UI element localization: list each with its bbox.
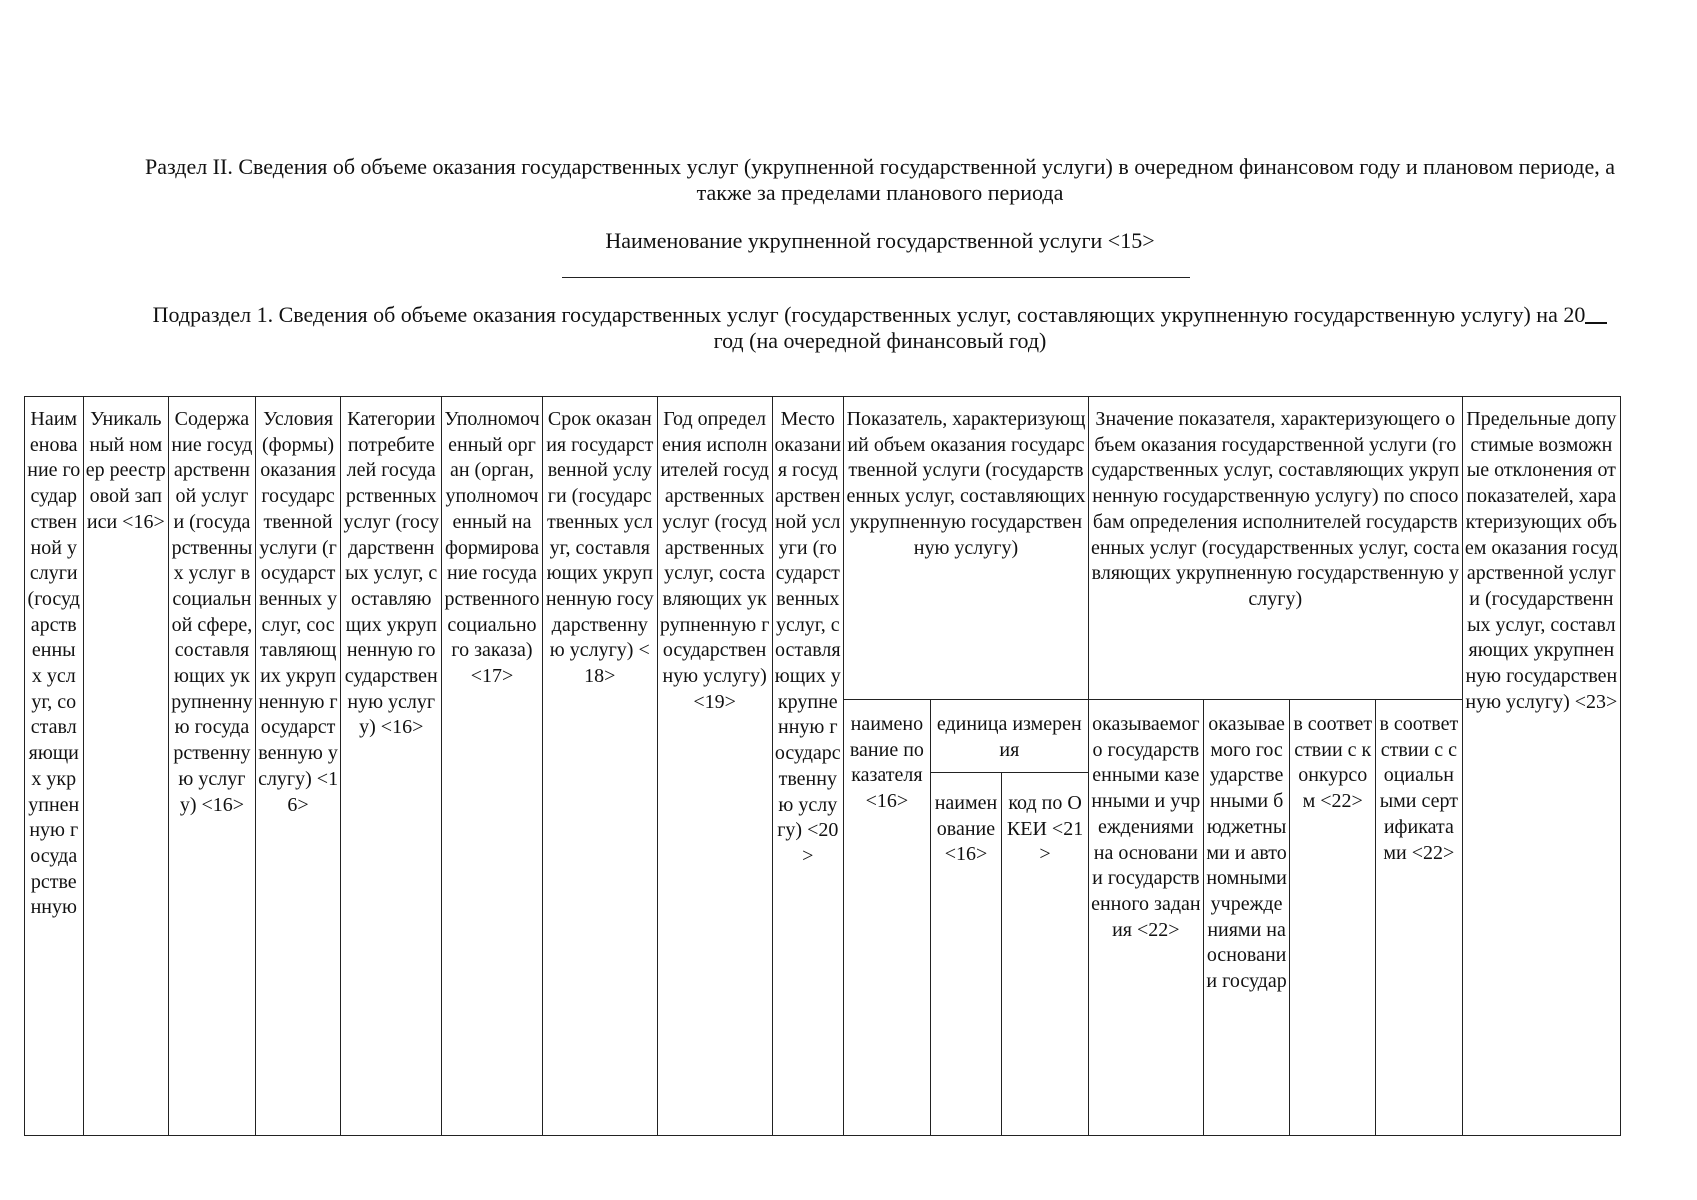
col-unit-name-header: наименование <16> (930, 773, 1002, 1136)
col-content-header: Содержание государственной услуги (государственных услуг в социальной сфере, составляющих укрупненную государственную услугу) <16> (169, 397, 256, 1136)
col-consumers-header: Категории потребителей государственных услуг (государственных услуг, составляющих укрупненную государственную услугу) <16> (341, 397, 442, 1136)
col-name-header: Наименование государственной услуги (государственных услуг, составляющих укрупненную государственную (25, 397, 84, 1136)
col-year-determination-header: Год определения исполнителей государственных услуг (государственных услуг, составляющих укрупненную государственную услугу) <19> (657, 397, 772, 1136)
volume-table (24, 396, 1621, 1136)
col-deviations-header: Предельные допустимые возможные отклонения от показателей, характеризующих объем оказания государственной услуги (государственных услуг, составляющих укрупненную государственную услугу) <23> (1462, 397, 1620, 1136)
indicator-group-header: Показатель, характеризующий объем оказания государственной услуги (государственных услуг, составляющих укрупненную государственную услугу) (844, 397, 1089, 700)
section-title: Раздел II. Сведения об объеме оказания государственных услуг (укрупненной государственной услуги) в очередном финансовом году и плановом периоде, а также за пределами планового периода (144, 154, 1616, 205)
col-okei-code-header: код по ОКЕИ <21> (1002, 773, 1089, 1136)
unit-group-header: единица измерения (930, 700, 1088, 773)
col-indicator-name-header: наименование показателя <16> (844, 700, 931, 1136)
col-registry-number-header: Уникальный номер реестровой записи <16> (83, 397, 169, 1136)
col-value-certificates-header: в соответствии с социальными сертификатами <22> (1376, 700, 1463, 1136)
subsection-title (140, 302, 1620, 354)
col-place-header: Место оказания государственной услуги (государственных услуг, составляющих укрупненную государственную услугу) <20> (772, 397, 844, 1136)
year-blank (1585, 304, 1607, 324)
service-name-label: Наименование укрупненной государственной услуги <15> (605, 228, 1155, 253)
col-value-budget-header: оказываемого государственными бюджетными и автономными учреждениями на основании государ (1203, 700, 1290, 1136)
subsection-title-end: год (на очередной финансовый год) (713, 328, 1047, 353)
value-group-header: Значение показателя, характеризующего объем оказания государственной услуги (государственных услуг, составляющих укрупненную государственную услугу) по способам определения исполнителей государственных услуг (государственных услуг, составляющих укрупненную государственную услугу) (1088, 397, 1462, 700)
col-value-state-task-header: оказываемого государственными казенными и учреждениями на основании государственного задания <22> (1088, 700, 1203, 1136)
service-name-underline (562, 277, 1190, 278)
subsection-title-start: Подраздел 1. Сведения об объеме оказания государственных услуг (государственных услуг, составляющих укрупненную государственную услугу) на 20 (152, 302, 1586, 327)
col-value-contest-header: в соответствии с конкурсом <22> (1290, 700, 1376, 1136)
col-authorized-body-header: Уполномоченный орган (орган, уполномоченный на формирование государственного социального заказа) <17> (442, 397, 543, 1136)
col-conditions-header: Условия (формы) оказания государственной услуги (государственных услуг, составляющих укрупненную государственную услугу) <16> (255, 397, 341, 1136)
col-term-header: Срок оказания государственной услуги (государственных услуг, составляющих укрупненную государственную услугу) <18> (542, 397, 657, 1136)
